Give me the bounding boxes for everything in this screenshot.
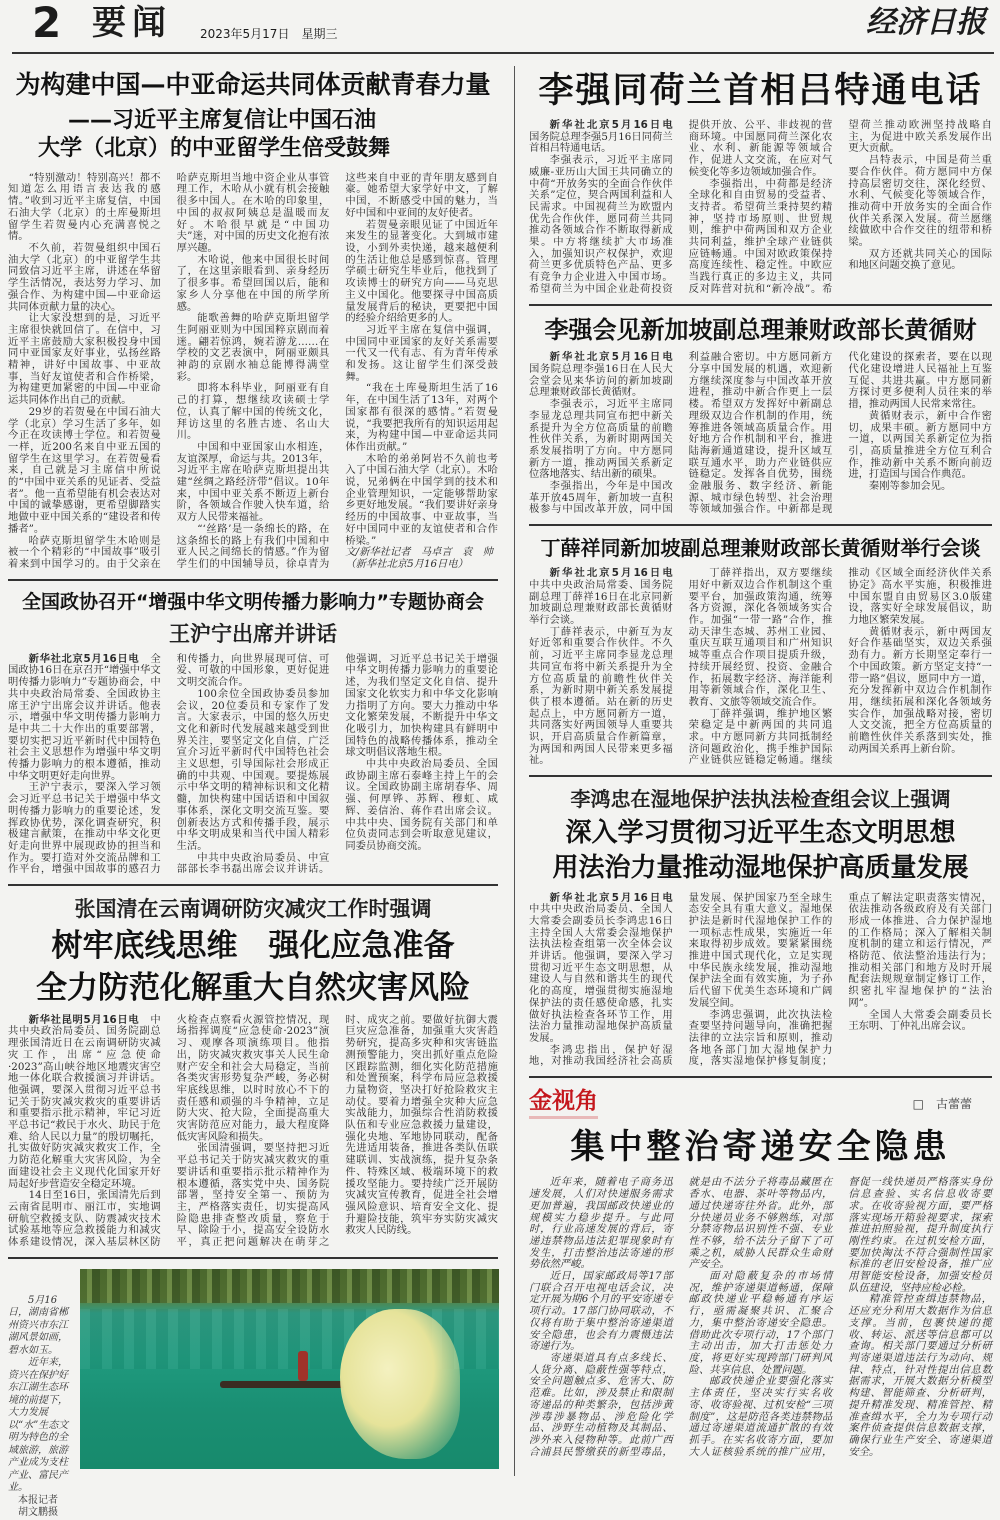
article-jinshijiao-column bbox=[529, 1088, 992, 1466]
caption-text: 5月16日，湖南省郴州资兴市东江湖风景如画，碧水如玉。 bbox=[8, 1294, 68, 1356]
paragraph-text: 丁薛祥指出，双方要继续用好中新双边合作机制这个重要平台，加强政策沟通，统筹各方资源，深化各领域务实合作。加强“一带一路”合作，推动天津生态城、苏州工业园、重庆互联互通项目和广州知识城等重点合作项目提质升级，持续开展经贸、投资、金融合作，拓展数字经济、海洋能利用等新领域合作，深化卫生、教育、文旅等领域交流合作。 bbox=[688, 567, 833, 708]
article-body bbox=[8, 173, 498, 571]
paragraph-text: 王沪宁表示，要深入学习领会习近平总书记关于增强中华文明传播力影响力的重要论述，发挥政协优势，深化调查研究，积极建言献策，在推动中华文化更好走向世界中展现政协的担当和作为。要打造对外交流品牌和工作平台，增强中国故事的感召力和传播力，向世界展现可信、可爱、可敬的中国形象，更好促进文明交流合作。 bbox=[8, 652, 330, 876]
photo-credit: 本报记者 bbox=[18, 1494, 58, 1506]
paragraph bbox=[8, 243, 161, 313]
source-note: （新华社北京5月16日电） bbox=[345, 557, 468, 570]
paragraph-text: 29岁的若贺曼在中国石油大学（北京）学习生活了多年，如今正在攻读博士学位。和若贺曼一样，近200名来自中亚五国的留学生在这里学习。在若贺曼看来，自己就是习主席信中所说的“中国中亚关系的见证者、受益者”。他一直希望能有机会表达对中国的诚挚感谢，更希望脚踏实地做中亚中国关系的“建设者和传播者”。 bbox=[8, 405, 161, 535]
paragraph bbox=[529, 399, 673, 481]
paragraph-text: 黄循财表示，新中合作密切，成果丰硕。新方愿同中方一道，以两国关系新定位为指引，高质量推进全方位互利合作，推动新中关系不断向前迈进，打造国与国合作典范。 bbox=[848, 409, 992, 481]
article-body bbox=[529, 120, 992, 296]
dateline: 新华社昆明5月16日电 bbox=[28, 1013, 151, 1026]
paragraph-text: “特别激动！特别高兴！都不知道怎么用语言表达我的感情。”收到习近平主席复信，中国石油大学（北京）的土库曼斯坦留学生若贺曼内心充满喜悦之情。 bbox=[8, 171, 161, 243]
subtitle-line: 大学（北京）的中亚留学生倍受鼓舞 bbox=[38, 136, 391, 162]
paragraph bbox=[8, 654, 161, 783]
paragraph-text: 习近平主席在复信中强调，中国同中亚国家的友好关系需要一代又一代有志、有为青年传承和发扬。这让留学生们深受鼓舞。 bbox=[345, 323, 498, 383]
article-body bbox=[529, 352, 992, 516]
paragraph bbox=[848, 411, 992, 481]
paragraph bbox=[848, 627, 992, 756]
paragraph-text: 国务院总理李强5月16日同荷兰首相吕特通电话。 bbox=[529, 130, 673, 155]
paragraph-text: 100余位全国政协委员参加会议，20位委员和专家作了发言。大家表示，中国的悠久历史文化和新时代发展越来越受到世界关注，要坚定文化自信，广泛宣介习近平新时代中国特色社会主义思想，引导国际社会形成正确的中共观、中国观。要提炼展示中华文明的精神标识和文化精髓，加快构建中国话语和中国叙事体系，深化文明交流互鉴。要创新表达方式和传播手段，展示中华文明成果和当代中国人精彩生活。 bbox=[176, 687, 330, 852]
paragraph bbox=[848, 481, 992, 493]
paragraph-text: 中共中央政治局委员、国务院副总理张国清近日在云南调研防灾减灾工作，出席“应急使命·2023”高山峡谷地区地震灾害空地一体化联合救援演习并讲话。他强调，要深入贯彻习近平总书记关于防灾减灾救灾的重要讲话和重要指示批示精神，牢记习近平总书记“救民于水火、助民于危难、给人民以力量”的殷切嘱托，扎实做好防灾减灾救灾工作，全力防范化解重大灾害风险，为全面建设社会主义现代化国家开好局起好步营造安全稳定环境。 bbox=[8, 1013, 161, 1190]
paragraph-text: 全国政协16日在京召开“增强中华文明传播力影响力”专题协商会，中共中央政治局常委、全国政协主席王沪宁出席会议并讲话。他表示，增强中华文明传播力影响力是中共二十大作出的重要部署，要切实把习近平新时代中国特色社会主义思想作为增强中华文明传播力影响力的根本遵循，推动中华文明更好走向世界。 bbox=[8, 652, 161, 782]
byline: 文/新华社记者 马卓言 袁 帅 bbox=[345, 546, 493, 559]
photo-caption bbox=[8, 1269, 74, 1520]
paragraph-text: 丁薛祥强调，维护地区繁荣稳定是中新两国的共同追求。中方愿同新方共同抵制经济问题政治化，携手维护国际产业链供应链稳定畅通。继续推动《区域全面经济伙伴关系协定》高水平实施，积极推进中国东盟自由贸易区3.0版建设，落实好全球发展倡议，助力地区繁荣发展。 bbox=[688, 567, 992, 767]
paragraph-text: 不久前，若贺曼组织中国石油大学（北京）的中亚留学生共同致信习近平主席，讲述在华留学生活情况，表达努力学习、加强合作、为构建中国—中亚命运共同体贡献力量的决心。 bbox=[8, 242, 161, 313]
dateline: 新华社北京5月16日电 bbox=[549, 567, 683, 580]
article-china-central-asia bbox=[8, 70, 498, 581]
dateline: 新华社北京5月16日电 bbox=[549, 119, 683, 131]
paragraph bbox=[848, 1010, 992, 1033]
photo-section bbox=[8, 1269, 498, 1520]
paragraph bbox=[345, 220, 498, 325]
paragraph bbox=[177, 313, 330, 383]
paragraph bbox=[177, 442, 330, 524]
column-label: 金视角 bbox=[529, 1088, 598, 1119]
dateline: 新华社北京5月16日电 bbox=[549, 891, 683, 904]
author: □ 古蕾蕾 bbox=[912, 1096, 972, 1111]
forest-shore bbox=[80, 1269, 499, 1303]
headline-line: 用法治力量推动湿地保护高质量发展 bbox=[552, 853, 969, 884]
paragraph-text: 李强表示，习近平主席同威廉-亚历山大国王共同确立的中荷“开放务实的全面合作伙伴关系”定位，契合两国利益和人民需求。中国视荷兰为欧盟内优先合作伙伴，愿同荷兰共同推动各领域合作不断取得新成果。中方将继续扩大市场准入，加强知识产权保护，欢迎荷兰更多优质特色产品、更多有竞争力企业进入中国市场。希望荷兰为中国企业赴荷投资提供开放、公平、非歧视的营商环境。中国愿同荷兰深化农业、水利、新能源等领域合作，促进人文交流，在应对气候变化等多边领域加强合作。 bbox=[529, 119, 833, 295]
headline-line: 树牢底线思维 强化应急准备 bbox=[51, 928, 455, 965]
paragraph-text: 精准管控查缉违禁物品，还应充分利用大数据作为信息支撑。当前，包裹快递的揽收、转运、派送等信息都可以查询。相关部门要通过分析研判寄递渠道违法行为动向、规律、特点，针对性提出信息数据需求，开展大数据分析模型构建、智能筛查、分析研判，提升精准发现、精准管控、精准查缉水平，全力为专项行动案件侦查提供信息数据支撑，确保行业生产安全、寄递渠道安全。 bbox=[848, 1293, 992, 1458]
section-title: 要闻 bbox=[92, 3, 172, 43]
paragraph-text: 双方还就共同关心的国际和地区问题交换了意见。 bbox=[848, 247, 992, 272]
caption-text: 近年来，资兴在保护好东江湖生态环境的前提下，大力发展以“水”生态文明为特色的全域旅游，旅游产业成为支柱产业、富民产业。 bbox=[8, 1357, 69, 1494]
paragraph bbox=[689, 568, 833, 708]
paragraph-text: 木哈说，他来中国很长时间了，在这里亲眼看到、亲身经历了很多事。希望回国以后，能和家乡人分享他在中国的所学所感。 bbox=[176, 253, 330, 313]
paragraph bbox=[689, 1271, 833, 1376]
lake-photo bbox=[80, 1269, 499, 1469]
paragraph-text: 能歌善舞的哈萨克斯坦留学生阿丽亚则为中国国粹京剧而着迷。翩若惊鸿，婉若游龙……在学校的文艺表演中，阿丽亚颇具神韵的京剧水袖总能博得满堂彩。 bbox=[176, 312, 330, 383]
paragraph-text: 秦刚等参加会见。 bbox=[868, 480, 952, 493]
paragraph bbox=[345, 759, 498, 853]
headline: 李强同荷兰首相吕特通电话 bbox=[538, 71, 983, 111]
paragraph-text: 中共中央政治局委员、全国人大常委会副委员长李鸿忠16日主持全国人大常委会湿地保护法执法检查组第一次全体会议并讲话。他强调，要深入学习贯彻习近平生态文明思想，从建设人与自然和谐共生的现代化的高度，增强贯彻实施湿地保护法的责任感使命感，扎实做好执法检查各环节工作，用法治力量推动湿地保护高质量发展。 bbox=[529, 903, 673, 1044]
fisherman bbox=[298, 1351, 308, 1381]
dateline: 新华社北京5月16日电 bbox=[28, 652, 151, 665]
article-body bbox=[529, 568, 992, 767]
article-wetland-protection bbox=[529, 787, 992, 1078]
paragraph-text: 李鸿忠强调，此次执法检查要坚持问题导向，准确把握法律的立法宗旨和原则，推动各地各部门加大湿地保护力度，落实湿地保护修复制度；重点了解法定职责落实情况，依法推动各级政府及有关部门形成一体推进、合力保护湿地的工作格局；深入了解相关制度机制的建立和运行情况，严格防范、依法整治违法行为；推动相关部门和地方及时开展配套法规规章制定修订工作，织密扎牢湿地保护的“法治网”。 bbox=[688, 891, 992, 1068]
paragraph-text: 若贺曼亲眼见证了中国近年来发生的显著变化。大到城市建设，小到外卖快递，越来越便利的生活让他总是感到惊喜。管理学硕士研究生毕业后，他找到了攻读博士的研究方向——马克思主义中国化。他要探寻中国高质量发展背后的秘诀，更要把中国的经验介绍给更多的人。 bbox=[345, 218, 498, 325]
paragraph bbox=[529, 1177, 673, 1271]
issue-date: 2023年5月17日 星期三 bbox=[200, 27, 338, 41]
paragraph bbox=[848, 249, 992, 272]
paragraph-text: 哈萨克斯坦留学生木哈则是被一个个精彩的“中国故事”吸引着来到中国学习的。由于父亲在哈萨克斯坦当地中资企业从事管理工作，木哈从小就有机会接触很多中国人。在木哈的印象里，中国的叔叔阿姨总是温暖而友好。木哈很早就是“中国功夫”迷，对中国的历史文化抱有浓厚兴趣。 bbox=[8, 171, 330, 570]
headline: 李强会见新加坡副总理兼财政部长黄循财 bbox=[544, 315, 977, 344]
headline: 为构建中国—中亚命运共同体贡献青春力量 bbox=[15, 70, 491, 99]
paragraph bbox=[8, 313, 161, 407]
paragraph-text: 李鸿忠指出，保护好湿地，对推动我国经济社会高质量发展、保护国家乃至全球生态安全具有重大意义。湿地保护法是新时代湿地保护工作的一项标志性成果，实施近一年来取得初步成效。要紧紧围绕推进中国式现代化，立足实现中华民族永续发展，推动湿地保护法全面有效实施，为子孙后代留下优美生态环境和广阔发展空间。 bbox=[529, 891, 833, 1068]
paragraph-text: 中共中央政治局委员、中宣部部长李书磊出席会议并讲话。他强调，习近平总书记关于增强中华文明传播力影响力的重要论述，为我们坚定文化自信、提升国家文化软实力和中华文化影响力指明了方向。要大力推动中华文化繁荣发展，不断提升中华文化吸引力，加快构建具有鲜明中国特色的战略传播体系，推动全球文明倡议落地生根。 bbox=[176, 652, 498, 876]
headline: 集中整治寄递安全隐患 bbox=[570, 1126, 951, 1167]
fishing-net bbox=[340, 1309, 460, 1459]
paragraph bbox=[345, 325, 498, 384]
paragraph bbox=[8, 1015, 161, 1191]
article-body bbox=[8, 1015, 498, 1249]
paragraph-text: 木哈的弟弟阿岩不久前也考入了中国石油大学（北京）。木哈说，兄弟俩在中国学到的技术和企业管理知识，一定能够帮助家乡更好地发展。“我们要讲好亲身经历的中国故事、中亚故事，当好中国同中亚的友谊使者和合作桥梁。” bbox=[345, 452, 498, 547]
paragraph-text: 全国人大常委会副委员长王东明、丁仲礼出席会议。 bbox=[848, 1008, 992, 1033]
headline-line: 全力防范化解重大自然灾害风险 bbox=[36, 969, 470, 1006]
page-number: 2 bbox=[32, 0, 62, 47]
kicker: 李鸿忠在湿地保护法执法检查组会议上强调 bbox=[570, 787, 951, 812]
paragraph bbox=[848, 155, 992, 249]
paragraph-text: 寄递渠道具有点多线长、人货分离、隐蔽性强等特点，安全问题触点多、危害大、防范难。比如，涉及禁止和限制寄递品的种类繁杂，包括涉黄涉毒涉暴物品、涉危险化学品、涉野生动植物及其制品、涉外来入侵物种等。此前广西合浦县民警缴获的新型毒品，就是由不法分子将毒品藏匿在香水、电器、茶叶等物品内，通过快递寄往外省。此外，部分快递员业务不够熟练，对部分禁寄物品识别性不强、专业性不够，给不法分子留下了可乘之机，威胁人民群众生命财产安全。 bbox=[529, 1176, 833, 1458]
paragraph-text: 丁薛祥表示，中新互为友好近邻和重要合作伙伴。不久前，习近平主席同李显龙总理共同宣布将中新关系提升为全方位高质量的前瞻性伙伴关系，为新时期中新关系发展提供了根本遵循。站在新的历史起点上，中方愿同新方一道，共同落实好两国领导人重要共识，开启高质量合作新篇章，为两国和两国人民带来更多福祉。 bbox=[529, 625, 673, 767]
paragraph bbox=[345, 454, 498, 548]
paragraph-text: 中共中央政治局常委、国务院副总理丁薛祥16日在北京同新加坡副总理兼财政部长黄循财举行会谈。 bbox=[529, 578, 673, 626]
paragraph-text: 李强表示，习近平主席同李显龙总理共同宣布把中新关系提升为全方位高质量的前瞻性伙伴关系，为新时期两国关系发展指明了方向。中方愿同新方一道，推动两国关系新定位落地落实、结出新的硕果。 bbox=[529, 398, 673, 481]
kicker: 张国清在云南调研防灾减灾工作时强调 bbox=[74, 896, 432, 922]
headline: 全国政协召开“增强中华文明传播力影响力”专题协商会 bbox=[22, 590, 484, 613]
paragraph-text: 14日至16日，张国清先后到云南省昆明市、丽江市，实地调研航空救援支队、防震减灾技术试验基地等应急救援能力和减灾体系建设情况，深入基层林区防火检查点察看火源管控情况，现场指挥调度“应急使命·2023”演习、观摩各项演练项目。他指出，防灾减灾救灾事关人民生命财产安全和社会大局稳定，当前各类灾害形势复杂严峻，务必树牢底线思维，以时时放心不下的责任感和顽强的斗争精神，立足防大灾、抢大险，全面提高重大灾害防范应对能力，最大程度降低灾害风险和损失。 bbox=[8, 1013, 330, 1249]
paragraph-text: 李强指出，今年是中国改革开放45周年，新加坡一直积极参与中国改革开放，同中国利益融合密切。中方愿同新方分享中国发展的机遇，欢迎新方继续深度参与中国改革开放进程，推动中新合作更上一层楼。希望双方发挥好中新副总理级双边合作机制的作用，统筹推进各领域高质量合作。用好地方合作机制和平台，推进陆海新通道建设，提升区域互联互通水平，助力产业链供应链稳定。发挥各自优势，围绕金融服务、数字经济、新能源、城市绿色转型、社会治理等领域加强合作。中新都是现代化建设的探索者，要在以现代化建设增进人民福祉上互鉴互促、共进共赢。中方愿同新方探讨更多便利人员往来的举措，推动两国人民常来常往。 bbox=[529, 351, 992, 516]
newspaper-logo: 经济日报 bbox=[866, 5, 986, 40]
article-netherlands-call bbox=[529, 70, 992, 306]
paragraph bbox=[529, 567, 683, 627]
headline-line: 深入学习贯彻习近平生态文明思想 bbox=[565, 818, 956, 849]
paragraph bbox=[529, 891, 683, 1045]
paragraph-text: 中国和中亚国家山水相连，友谊深厚，命运与共。2013年，习近平主席在哈萨克斯坦提出共建“丝绸之路经济带”倡议。10年来，中国中亚关系不断迈上新台阶，各领域合作驶入快车道，给双方人民带来福祉。 bbox=[176, 440, 330, 524]
paragraph bbox=[8, 407, 161, 536]
dateline: 新华社北京5月16日电 bbox=[549, 351, 683, 364]
paragraph bbox=[8, 173, 161, 243]
article-body bbox=[8, 654, 498, 876]
paragraph-text: 近年来，随着电子商务迅速发展，人们对快递服务需求更加普遍，我国邮政快递业的规模实力稳步提升。与此同时，行业高速发展的背后，寄递违禁物品违法犯罪现象时有发生，打击整治违法寄递的形势依然严峻。 bbox=[529, 1176, 673, 1271]
paragraph-text: 近日，国家邮政局等17部门联合召开电视电话会议，决定开展为期6个月的平安寄递专项行动。17部门协同联动，不仅将有助于集中整治寄递渠道安全隐患，也会有力震慑违法寄递行为。 bbox=[529, 1270, 673, 1353]
paragraph-text: 黄循财表示，新中两国友好合作基础坚实，双边关系强劲有力。新方长期坚定奉行一个中国政策。新方坚定支持“一带一路”倡议，愿同中方一道，充分发挥新中双边合作机制作用，继续拓展和深化各领域务实合作，加强战略对接，密切人文交流，把全方位高质量的前瞻性伙伴关系落到实处，推动两国关系再上新台阶。 bbox=[848, 625, 992, 755]
headline: 丁薛祥同新加坡副总理兼财政部长黄循财举行会谈 bbox=[540, 536, 981, 561]
paragraph-text: “‘丝路’是一条绵长的路，在这条绵长的路上有我们中国和中亚人民之间绵长的情感。”作为留学生们的中国辅导员，徐卓青为这些来自中亚的青年朋友感到自豪。她希望大家学好中文，了解中国，不断感受中国的魅力，当好中国和中亚间的友好使者。 bbox=[176, 171, 498, 570]
masthead bbox=[12, 0, 994, 54]
article-disaster-prevention bbox=[8, 896, 498, 1259]
subtitle: 王沪宁出席并讲话 bbox=[169, 621, 337, 647]
subtitle-line: ——习近平主席复信让中国石油 bbox=[68, 108, 377, 133]
paragraph-text: 让大家没想到的是，习近平主席很快就回信了。在信中，习近平主席鼓励大家积极投身中国同中亚国家友好事业，弘扬丝路精神，讲好中国故事、中亚故事，当好友谊使者和合作桥梁，为构建更加紧密的中国—中亚命运共同体作出自己的贡献。 bbox=[8, 312, 161, 407]
right-column bbox=[514, 66, 992, 1476]
photo-credit: 胡文鹏摄 bbox=[18, 1507, 58, 1519]
paragraph bbox=[345, 383, 498, 453]
paragraph-text: 中共中央政治局委员、全国政协副主席石泰峰主持上午的会议。全国政协副主席胡春华、周强、何厚铧、苏辉、穆虹、咸辉、姜信治、蒋作君出席会议。中共中央、国务院有关部门和单位负责同志到会听取意见建议，同委员协商交流。 bbox=[345, 758, 498, 852]
article-ding-xuexiang-talks bbox=[529, 536, 992, 777]
paragraph-text: 即将本科毕业，阿丽亚有自己的打算，想继续攻读硕士学位，认真了解中国的传统文化，拜访这里的名胜古迹、名山大川。 bbox=[176, 382, 330, 442]
paragraph-text: 吕特表示，中国是荷兰重要合作伙伴。荷方愿同中方保持高层密切交往，深化经贸、水利、气候变化等领域合作，推动荷中开放务实的全面合作伙伴关系深入发展。荷兰愿继续做欧中合作交往的纽带和桥梁。 bbox=[848, 154, 992, 249]
paragraph-text: 邮政快递企业要强化落实主体责任，坚决实行实名收寄、收寄验视、过机安检“三项制度”，这是防范各类违禁物品通过寄递渠道流通扩散的有效抓手。在实名收寄方面，要加大人证核验系统的推广应用，督促一线快递员严格落实身份信息查验、实名信息收寄要求。在收寄验视方面，要严格落实现场开箱验视要求，探索推进拍照验视，提升制度执行刚性约束。在过机安检方面，要加快淘汰不符合强制性国家标准的老旧安检设备，推广应用智能安检设备，加强安检员队伍建设，坚持应检必检。 bbox=[688, 1176, 992, 1458]
article-body bbox=[529, 893, 992, 1069]
page-content bbox=[0, 54, 1000, 1520]
paragraph bbox=[177, 255, 330, 314]
left-column bbox=[8, 66, 498, 1520]
paragraph bbox=[529, 627, 673, 767]
article-cppcc-consultation bbox=[8, 591, 498, 886]
article-singapore-meeting bbox=[529, 316, 992, 527]
column-header bbox=[529, 1088, 992, 1119]
article-body bbox=[529, 1177, 992, 1458]
paragraph-text: 李强指出，中荷都是经济全球化和自由贸易的受益者、支持者。希望荷兰秉持契约精神，坚持市场原则、世贸规则，维护中荷两国和双方企业共同利益，维护全球产业链供应链畅通。中国对欧政策保持高度连续性、稳定性。中欧应当践行真正的多边主义，共同反对阵营对抗和“新冷战”。希望荷兰推动欧洲坚持战略自主，为促进中欧关系发展作出更大贡献。 bbox=[688, 119, 992, 295]
paragraph-text: 张国清强调，要坚持把习近平总书记关于防灾减灾救灾的重要讲话和重要指示批示精神作为根本遵循，落实党中央、国务院部署，坚持安全第一、预防为主，严格落实责任，切实提高风险隐患排查整改质量，察危于早、除险于小，提高安全设防水平，真正把问题解决在萌芽之时、成灾之前。要做好抗御大震巨灾应急准备，加强重大灾害趋势研究，提高多灾种和灾害链监测预警能力，突出抓好重点危险区跟踪监测，细化实化防范措施和处置预案，科学布局应急救援力量物资，坚决打好抢险救灾主动仗。要着力增强全灾种大应急实战能力，加强综合性消防救援队伍和专业应急救援力量建设，强化央地、军地协同联动，配备先进适用装备，推进各类队伍联建联训、实战演练，提升复杂条件、特殊区域、极端环境下的救援攻坚能力。要持续广泛开展防灾减灾宣传教育，促进全社会增强风险意识、培育安全文化、提升避险技能，筑牢夯实防灾减灾救灾人民防线。 bbox=[176, 1013, 498, 1249]
paragraph bbox=[529, 1271, 673, 1353]
paragraph-text: 面对隐蔽复杂的市场情况，维护寄递渠道畅通，保障邮政快递业平稳畅通有序运行，亟需凝聚共识、汇聚合力，集中整治寄递安全隐患。借助此次专项行动，17个部门主动出击，加大打击惩处力度，将更好实现跨部门研判风险、共享信息、处置问题。 bbox=[688, 1270, 833, 1376]
paragraph bbox=[848, 1294, 992, 1458]
paragraph-text: 国务院总理李强16日在人民大会堂会见来华访问的新加坡副总理兼财政部长黄循财。 bbox=[529, 363, 673, 399]
paragraph bbox=[177, 689, 330, 853]
paragraph bbox=[529, 119, 683, 155]
paragraph bbox=[529, 351, 683, 399]
paragraph bbox=[177, 383, 330, 442]
paragraph-text: “我在土库曼斯坦生活了16年，在中国生活了13年，对两个国家都有很深的感情。”若贺曼说，“我要把我所有的知识运用起来，为构建中国—中亚命运共同体作出贡献。” bbox=[345, 382, 498, 453]
